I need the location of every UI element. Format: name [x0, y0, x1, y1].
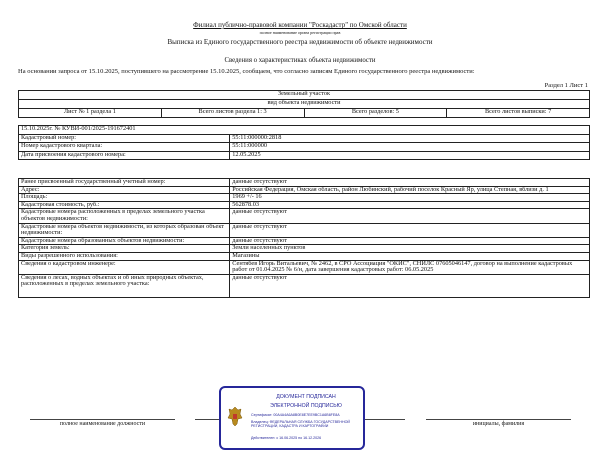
- stamp-line1: ДОКУМЕНТ ПОДПИСАН: [276, 394, 336, 400]
- detail-label: Ранее присвоенный государственный учетный номер:: [19, 179, 230, 187]
- object-type-caption: вид объекта недвижимости: [19, 100, 590, 109]
- position-caption: полное наименование должности: [30, 419, 175, 427]
- document-subtitle: Сведения о характеристиках объекта недвижимости: [224, 57, 376, 64]
- detail-value: 1969 +/- 16: [230, 194, 590, 202]
- request-intro: На основании запроса от 15.10.2025, поступившего на рассмотрение 15.10.2025, сообщаем, что согласно записям Единого государственного реестра недвижимости:: [18, 68, 475, 75]
- detail-value: 562878.03: [230, 201, 590, 209]
- detail-label: Кадастровые номера объектов недвижимости, из которых образован объект недвижимости:: [19, 223, 230, 237]
- detail-value: данные отсутствуют: [230, 237, 590, 245]
- quarter-number-label: Номер кадастрового квартала:: [19, 143, 230, 152]
- electronic-signature-stamp: [219, 386, 365, 450]
- org-name: Филиал публично-правовой компании "Роскадастр" по Омской области: [193, 21, 407, 29]
- cadastral-number-label: Кадастровый номер:: [19, 134, 230, 143]
- detail-value: Российская Федерация, Омская область, район Любинский, рабочий поселок Красный Яр, улица Степная, вблизи д. 1: [230, 186, 590, 194]
- detail-label: Кадастровая стоимость, руб.:: [19, 201, 230, 209]
- object-header-table: [18, 90, 590, 118]
- document-title: Выписка из Единого государственного реестра недвижимости об объекте недвижимости: [167, 38, 433, 46]
- detail-value: данные отсутствуют: [230, 274, 590, 297]
- detail-value: данные отсутствуют: [230, 223, 590, 237]
- cadastral-number-value: 55:11:000000:2818: [230, 134, 590, 143]
- total-sheets-section: Всего листов раздела 1: 3: [161, 109, 304, 118]
- identifiers-table: [18, 125, 590, 160]
- name-caption: инициалы, фамилия: [426, 419, 571, 427]
- stamp-line2: ЭЛЕКТРОННОЙ ПОДПИСЬЮ: [270, 403, 342, 409]
- coat-of-arms-icon: [226, 405, 244, 427]
- detail-value: Земли населенных пунктов: [230, 245, 590, 253]
- stamp-owner: Владелец: ФЕДЕРАЛЬНАЯ СЛУЖБА ГОСУДАРСТВЕННОЙ РЕГИСТРАЦИИ, КАДАСТРА И КАРТОГРАФИИ: [251, 420, 350, 429]
- org-caption: полное наименование органа регистрации прав: [259, 30, 341, 35]
- detail-value: данные отсутствуют: [230, 209, 590, 223]
- object-type: Земельный участок: [19, 91, 590, 100]
- detail-label: Кадастровые номера расположенных в пределах земельного участка объектов недвижимости:: [19, 209, 230, 223]
- stamp-certificate: Сертификат: 00A4A4A6A8B0E8E7EE9BC1A6B6FE8A: [251, 413, 340, 417]
- assignment-date-value: 12.05.2025: [230, 151, 590, 160]
- sheet-info: Раздел 1 Лист 1: [544, 82, 588, 89]
- sheet-number: Лист № 1 раздела 1: [19, 109, 162, 118]
- quarter-number-value: 55:11:000000: [230, 143, 590, 152]
- total-sections: Всего разделов: 5: [304, 109, 447, 118]
- stamp-validity: Действителен: с 16.06.2025 по 16.12.2026: [251, 436, 322, 440]
- detail-value: Магазины: [230, 252, 590, 260]
- detail-label: Адрес:: [19, 186, 230, 194]
- signature-line: [360, 419, 405, 420]
- detail-label: Виды разрешенного использования:: [19, 252, 230, 260]
- details-table: [18, 178, 590, 298]
- detail-label: Площадь:: [19, 194, 230, 202]
- detail-label: Категория земель:: [19, 245, 230, 253]
- detail-label: Сведения о кадастровом инженере:: [19, 260, 230, 274]
- detail-value: данные отсутствуют: [230, 179, 590, 187]
- extract-number: 15.10.2025г. № КУВИ-001/2025-191672401: [19, 126, 590, 135]
- detail-label: Кадастровые номера образованных объектов недвижимости:: [19, 237, 230, 245]
- assignment-date-label: Дата присвоения кадастрового номера:: [19, 151, 230, 160]
- total-sheets-extract: Всего листов выписки: 7: [447, 109, 590, 118]
- detail-value: Сентябев Игорь Витальевич, № 2462, в СРО Ассоциация "ОКИС", СНИЛС 07605046147, договор на выполнение кадастровых работ от 01.04.2025 № 6/н, дата завершения кадастровых работ: 06.05.2025: [230, 260, 590, 274]
- detail-label: Сведения о лесах, водных объектах и об иных природных объектах, расположенных в пределах земельного участка:: [19, 274, 230, 297]
